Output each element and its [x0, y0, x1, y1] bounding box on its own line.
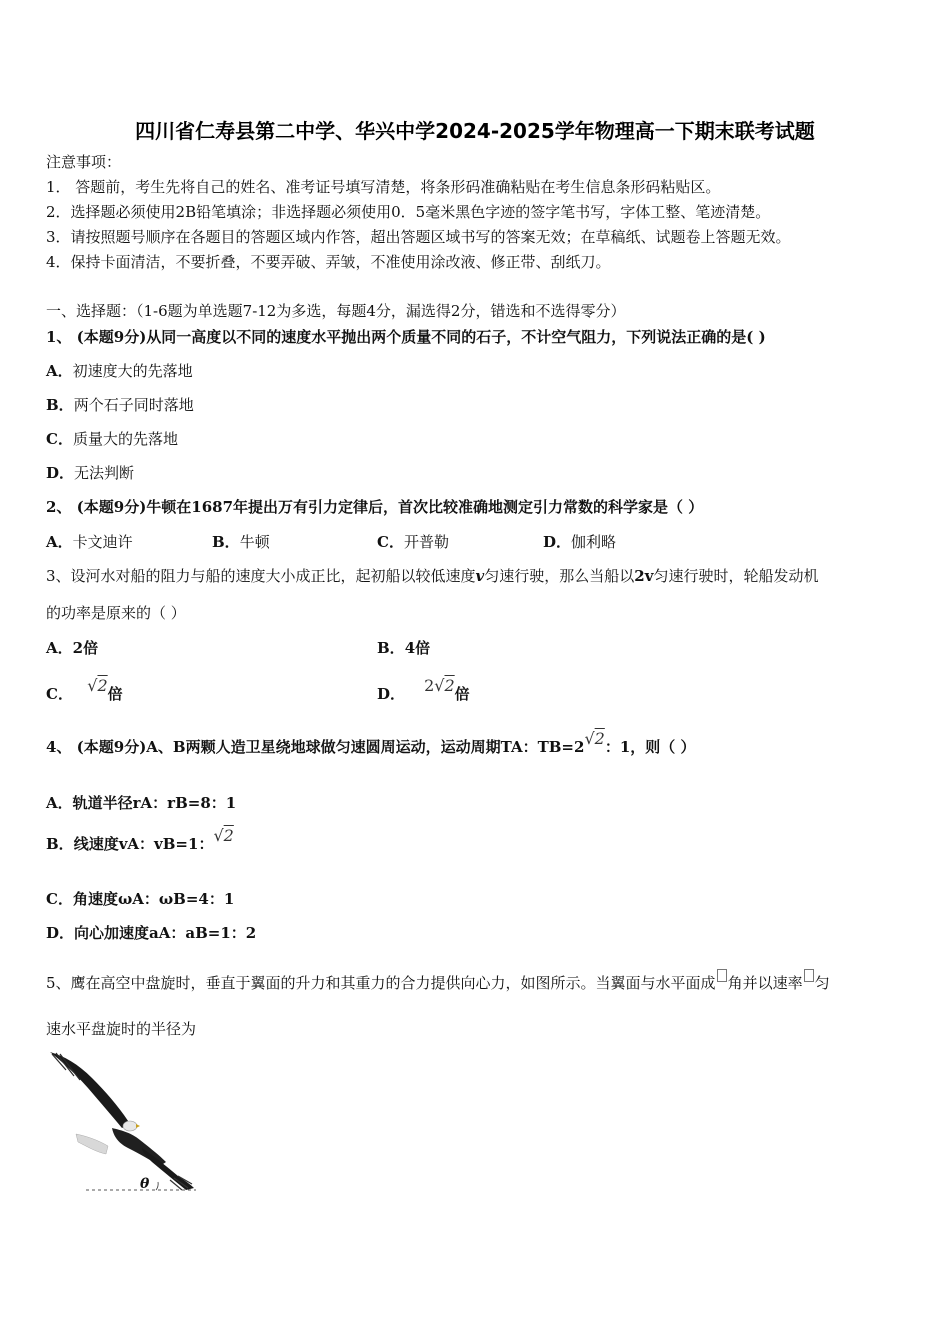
question-5-stem: 5、鹰在高空中盘旋时，垂直于翼面的升力和其重力的合力提供向心力，如图所示。当翼面与水平面成 角并以速率 匀	[46, 969, 830, 993]
question-2-option-d: D．伽利略	[543, 533, 617, 551]
question-2-stem: 2、 (本题9分)牛顿在1687年提出万有引力定律后，首次比较准确地测定引力常数的科学家是（ ）	[46, 498, 704, 516]
question-1-option-c: C．质量大的先落地	[46, 430, 178, 448]
eagle-icon	[50, 1052, 194, 1190]
question-3-option-d: D． 2√2倍	[377, 676, 470, 703]
question-1-stem: 1、 (本题9分)从同一高度以不同的速度水平抛出两个质量不同的石子，不计空气阻力，下列说法正确的是( )	[46, 328, 766, 346]
question-3-option-b: B．4倍	[377, 639, 431, 657]
question-3-option-c: C． √2倍	[46, 676, 123, 703]
notice-item: 1． 答题前，考生先将自己的姓名、准考证号填写清楚，将条形码准确粘贴在考生信息条形码粘贴区。	[46, 178, 721, 196]
question-5-stem-line2: 速水平盘旋时的半径为	[46, 1020, 197, 1038]
question-2-option-b: B．牛顿	[212, 533, 270, 551]
question-3-option-a: A．2倍	[46, 639, 99, 657]
question-4-option-d: D．向心加速度aA：aB=1：2	[46, 924, 257, 942]
missing-symbol-box	[804, 969, 814, 982]
angle-arc	[156, 1182, 158, 1190]
notice-item: 2．选择题必须使用2B铅笔填涂；非选择题必须使用0．5毫米黑色字迹的签字笔书写，字体工整、笔迹清楚。	[46, 203, 771, 221]
sqrt-expression: √2	[213, 826, 234, 845]
question-3-stem-line2: 的功率是原来的（ ）	[46, 604, 186, 622]
question-2-option-c: C．开普勒	[377, 533, 449, 551]
notice-item: 3．请按照题号顺序在各题目的答题区域内作答，超出答题区域书写的答案无效；在草稿纸、试题卷上答题无效。	[46, 228, 791, 246]
sqrt-expression: √2	[584, 729, 605, 748]
question-4-option-b: B．线速度vA：vB=1：√2	[46, 826, 234, 853]
notice-item: 4．保持卡面清洁，不要折叠，不要弄破、弄皱，不准使用涂改液、修正带、刮纸刀。	[46, 253, 611, 271]
question-4-option-a: A．轨道半径rA：rB=8：1	[46, 794, 237, 812]
eagle-figure	[46, 1050, 196, 1195]
angle-label: θ	[140, 1176, 150, 1192]
notice-heading: 注意事项：	[46, 153, 122, 171]
question-2-option-a: A．卡文迪许	[46, 533, 133, 551]
question-4-stem: 4、 (本题9分)A、B两颗人造卫星绕地球做匀速圆周运动，运动周期TA：TB=2√2：1，则（ ）	[46, 729, 696, 756]
question-4-option-c: C．角速度ωA：ωB=4：1	[46, 890, 235, 908]
question-1-option-d: D．无法判断	[46, 464, 135, 482]
section-heading: 一、选择题：（1-6题为单选题7-12为多选，每题4分，漏选得2分，错选和不选得零分）	[46, 302, 626, 320]
missing-symbol-box	[717, 969, 727, 982]
sqrt-expression: √2	[87, 676, 108, 695]
page-title: 四川省仁寿县第二中学、华兴中学2024-2025学年物理高一下期末联考试题	[135, 119, 815, 143]
question-1-option-b: B．两个石子同时落地	[46, 396, 194, 414]
sqrt-expression: 2√2	[424, 676, 455, 695]
question-3-stem: 3、设河水对船的阻力与船的速度大小成正比，起初船以较低速度v匀速行驶，那么当船以2v匀速行驶时，轮船发动机	[46, 567, 819, 585]
question-1-option-a: A．初速度大的先落地	[46, 362, 193, 380]
